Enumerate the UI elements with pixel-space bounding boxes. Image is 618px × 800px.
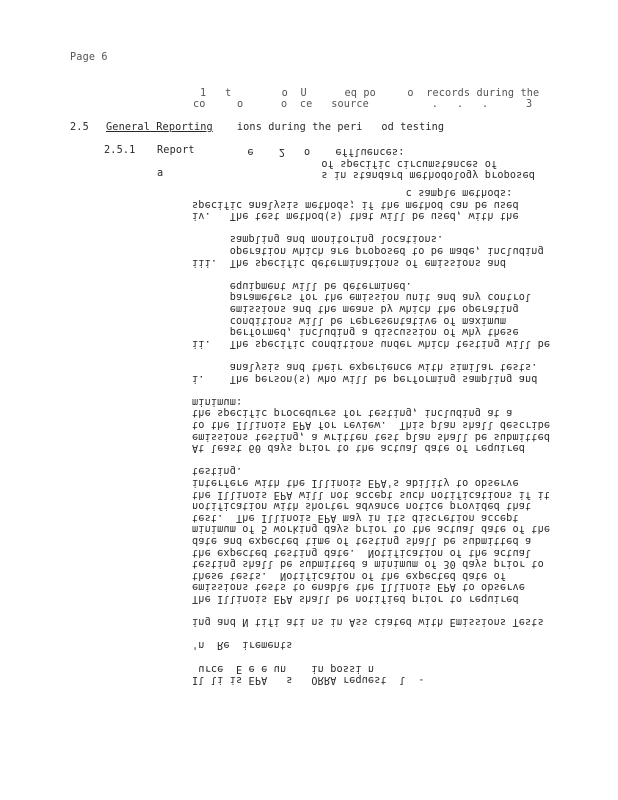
inverted-line: minimum:	[192, 395, 243, 407]
inverted-line: emissions testing, a written test plan shall be submitted	[192, 430, 551, 442]
header-line-1: 1 t o U eq po o records during the	[200, 88, 540, 99]
inverted-line: these tests. Notification of the expected date of	[192, 569, 507, 581]
inverted-line: c sample methods:	[192, 187, 513, 198]
inverted-line: ii. The specific conditions under which testing will be	[192, 337, 551, 349]
inverted-line: to the Illinois EPA for review. This plan shall describe	[192, 419, 551, 430]
subsection-label: Report	[157, 145, 195, 156]
inverted-line: the Illinois EPA will not accept such notifications if it	[192, 488, 551, 500]
inverted-line: urce E e e un in possi n	[192, 662, 375, 674]
inverted-line: performed, including a discussion of why these	[192, 326, 519, 338]
inverted-line: emissions and the means by which the operating	[192, 303, 519, 314]
inverted-line: emissions tests to enable the Illinois EPA to observe	[192, 581, 526, 593]
inverted-line: sampling and monitoring locations.	[192, 233, 444, 245]
inverted-line: interfere with the Illinois EPA's ability to observe	[192, 477, 519, 488]
inverted-line: iv. The test method(s) that will be used, with the	[192, 210, 519, 222]
inverted-line: specific analysis methods; if the method can be used	[192, 198, 519, 210]
section-title: General Reporting	[106, 122, 213, 133]
subsection-number: 2.5.1	[104, 145, 136, 156]
inverted-line: notification with shorter advance notice provided that	[192, 500, 532, 512]
inverted-line: minimum of 5 working days prior to the actual date of the	[192, 523, 551, 535]
inverted-line: parameters for the emission unit and any control	[192, 291, 532, 303]
subsection-line-3: s in standard methodology proposed	[202, 169, 536, 180]
inverted-line: analysis and their experience with similar tests.	[192, 361, 538, 372]
section-number: 2.5	[70, 122, 89, 133]
inverted-line: Il li is EPA s ORRA request l -	[192, 674, 425, 686]
inverted-line: the expected testing date. Notification of the actual	[192, 546, 532, 558]
inverted-line: testing.	[192, 465, 243, 477]
inverted-line: 'n Re irements	[192, 639, 293, 651]
inverted-line: date and expected time of testing shall be submitted a	[192, 535, 532, 546]
inverted-line: testing shall be submitted a minimum of 30 days prior to	[192, 558, 544, 570]
page-label: Page 6	[70, 52, 108, 63]
subsection-marker: a	[157, 168, 164, 179]
header-line-2: co o o ce source . . . 3	[193, 99, 533, 110]
subsection-line-1: e 2 o effluences:	[216, 146, 405, 157]
inverted-line: The Illinois EPA shall be notified prior to required	[192, 593, 519, 604]
section-title-rest: ions during the peri od testing	[218, 122, 445, 133]
inverted-line: operation which are proposed to be made, including	[192, 245, 544, 256]
inverted-line: test. The Illinois EPA may in its discretion accept	[192, 511, 519, 523]
inverted-line: ing and N tifi ati ns in Ass ciated with Emissions Tests	[192, 616, 544, 628]
inverted-line: equipment will be determined.	[192, 279, 412, 291]
inverted-line: i. The person(s) who will be performing sampling and	[192, 372, 538, 384]
inverted-line: conditions will be representative of maximum	[192, 314, 507, 326]
inverted-line: iii. The specific determinations of emissions and	[192, 256, 507, 268]
subsection-line-2: of specific circumstances of	[202, 158, 498, 169]
inverted-line: At least 60 days prior to the actual date of required	[192, 442, 526, 454]
inverted-line: the specific procedures for testing, including at a	[192, 407, 513, 419]
